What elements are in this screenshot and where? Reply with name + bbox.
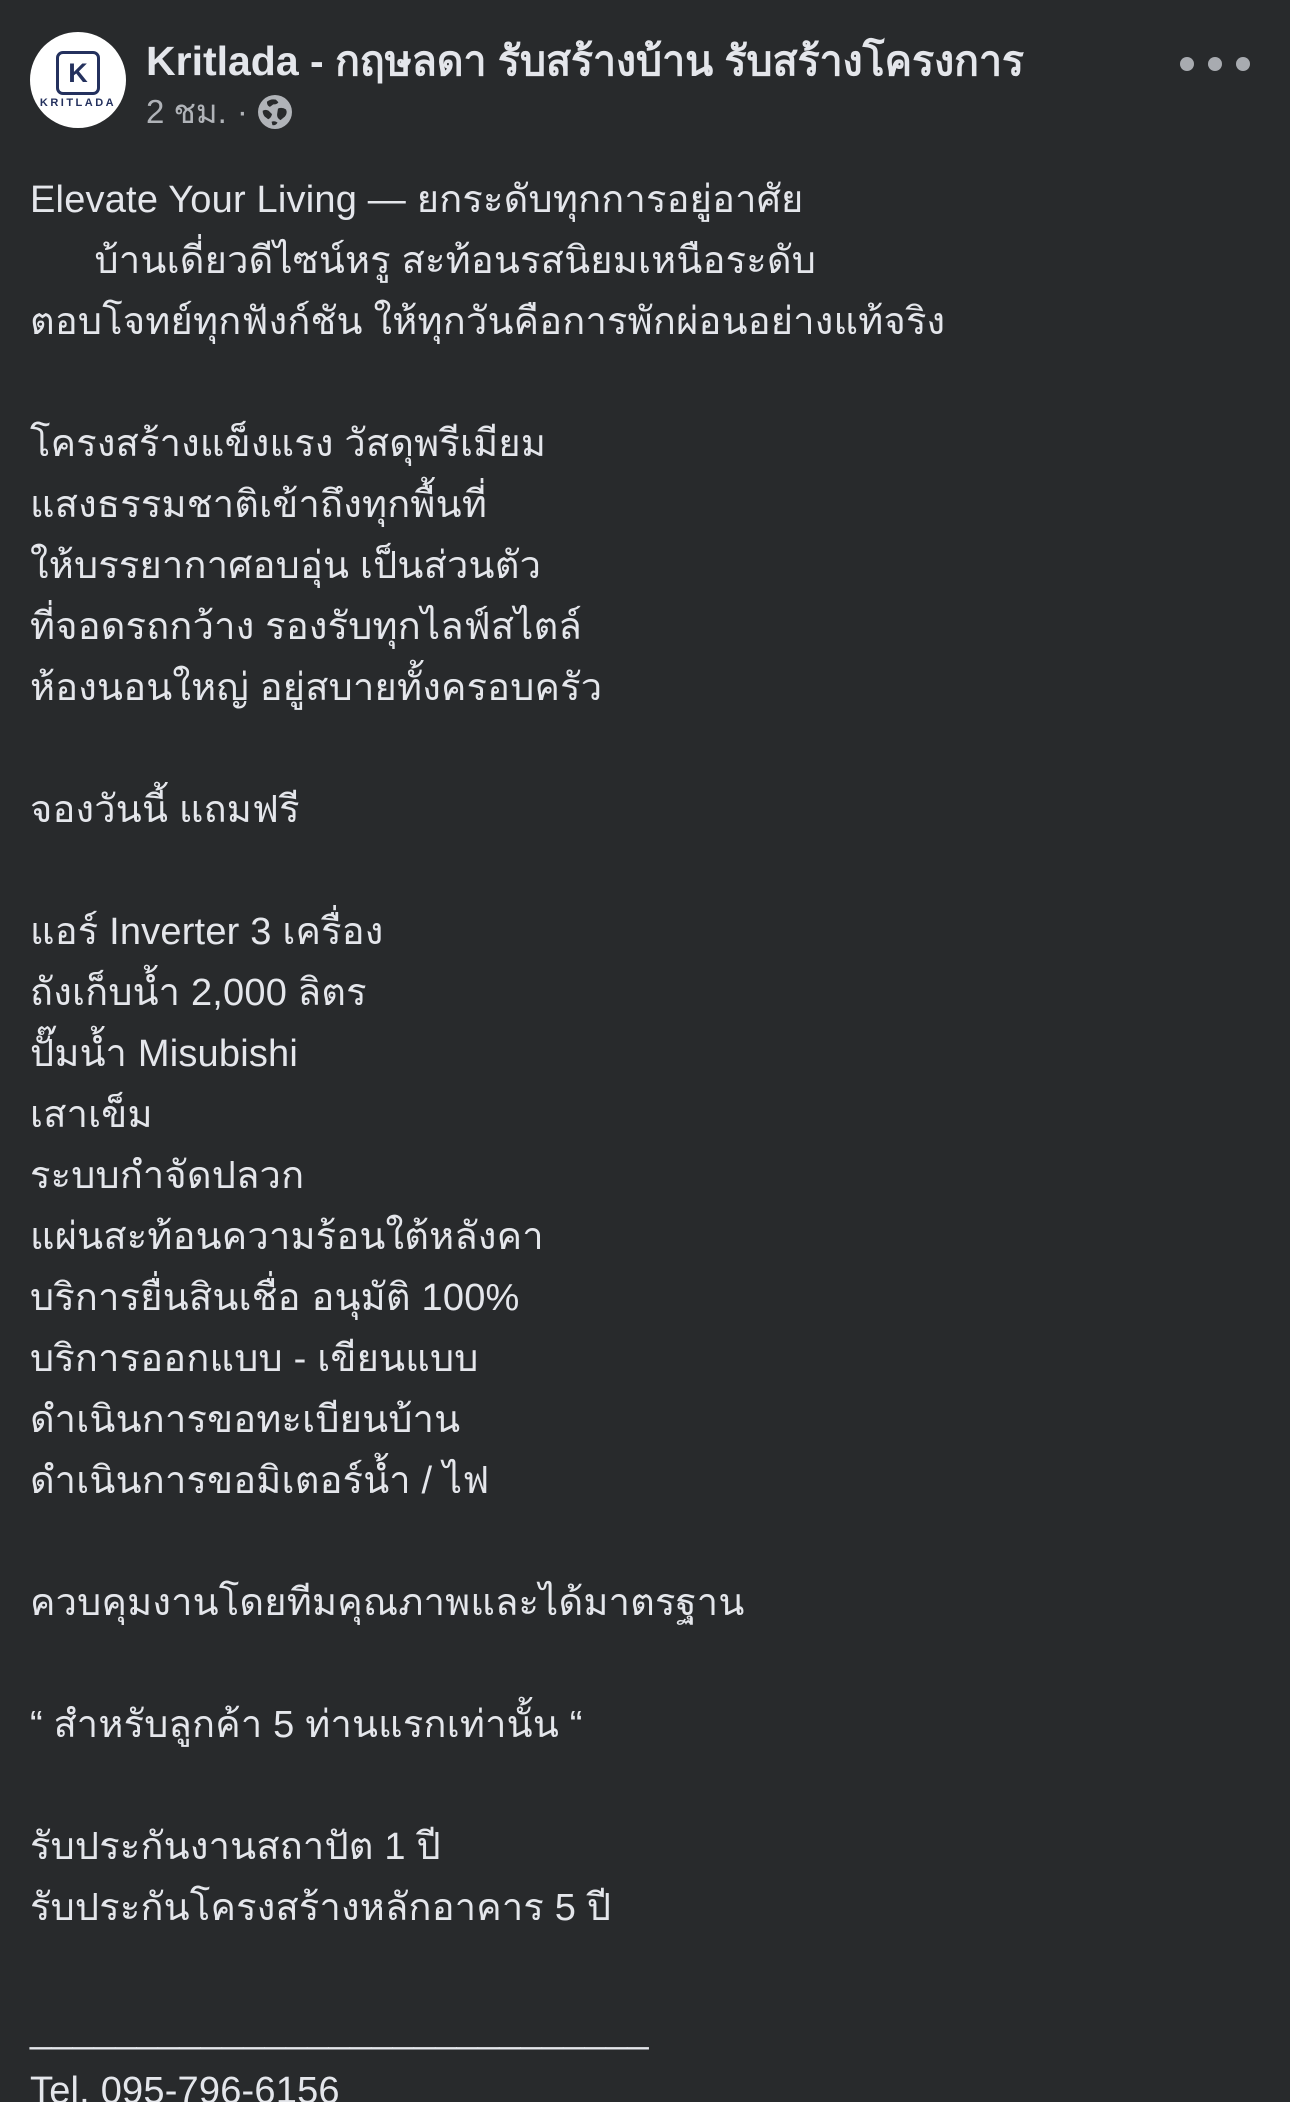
post-line: ห้องนอนใหญ่ อยู่สบายทั้งครอบครัว [30,667,603,709]
post-line: Elevate Your Living — ยกระดับทุกการอยู่อาศัย [30,179,804,221]
post-line: ควบคุมงานโดยทีมคุณภาพและได้มาตรฐาน [30,1582,745,1624]
post-line: แสงธรรมชาติเข้าถึงทุกพื้นที่ [30,484,488,526]
more-options-button[interactable] [1180,44,1250,84]
post-line: แอร์ Inverter 3 เครื่อง [30,911,384,953]
post-line: ปั๊มน้ำ Misubishi [30,1033,299,1075]
three-dots-icon [1208,57,1222,71]
post-line-blank [30,1634,1260,1695]
three-dots-icon [1180,57,1194,71]
post-line: รับประกันโครงสร้างหลักอาคาร 5 ปี [30,1887,612,1929]
post-line: โครงสร้างแข็งแรง วัสดุพรีเมียม [30,423,547,465]
post-line-blank [30,719,1260,780]
post-body [30,170,1260,2102]
post-timestamp[interactable]: 2 ชม. [146,93,227,130]
post-line: ถังเก็บน้ำ 2,000 ลิตร [30,972,367,1014]
post-line: ให้บรรยากาศอบอุ่น เป็นส่วนตัว [30,545,542,587]
divider-line: _____________________________ [30,2009,649,2051]
post-line-blank [30,353,1260,414]
logo-letter: K [68,57,88,88]
post-header [0,0,1290,168]
globe-icon [258,95,292,129]
post-line: ที่จอดรถกว้าง รองรับทุกไลฟ์สไตล์ [30,606,582,648]
post-line: ดำเนินการขอมิเตอร์น้ำ / ไฟ [30,1460,490,1502]
phone-line: Tel. 095-796-6156 [30,2070,340,2102]
post-line: บ้านเดี่ยวดีไซน์หรู สะท้อนรสนิยมเหนือระดับ [30,240,817,282]
kritlada-logo-icon [56,51,100,95]
header-text [146,36,1110,132]
three-dots-icon [1236,57,1250,71]
post-line: จองวันนี้ แถมฟรี [30,789,300,831]
post-line-quote: “ สำหรับลูกค้า 5 ท่านแรกเท่านั้น “ [30,1704,583,1746]
post-line-blank [30,841,1260,902]
post-line: ดำเนินการขอทะเบียนบ้าน [30,1399,461,1441]
page-name[interactable]: Kritlada - กฤษลดา รับสร้างบ้าน รับสร้างโครงการ [146,38,1025,84]
post-line-blank [30,1939,1260,2000]
post-line-blank [30,1756,1260,1817]
post-line-blank [30,1512,1260,1573]
post-line: เสาเข็ม [30,1094,153,1136]
post-line: แผ่นสะท้อนความร้อนใต้หลังคา [30,1216,544,1258]
post-line: บริการออกแบบ - เขียนแบบ [30,1338,479,1380]
post-line: ระบบกำจัดปลวก [30,1155,305,1197]
post-meta-row [146,92,1110,132]
meta-separator: · [236,93,248,130]
post-line: ตอบโจทย์ทุกฟังก์ชัน ให้ทุกวันคือการพักผ่อนอย่างแท้จริง [30,301,946,343]
post-line: รับประกันงานสถาปัต 1 ปี [30,1826,441,1868]
post-line: บริการยื่นสินเชื่อ อนุมัติ 100% [30,1277,520,1319]
page-avatar[interactable] [30,32,126,128]
logo-wordmark: KRITLADA [39,97,117,109]
